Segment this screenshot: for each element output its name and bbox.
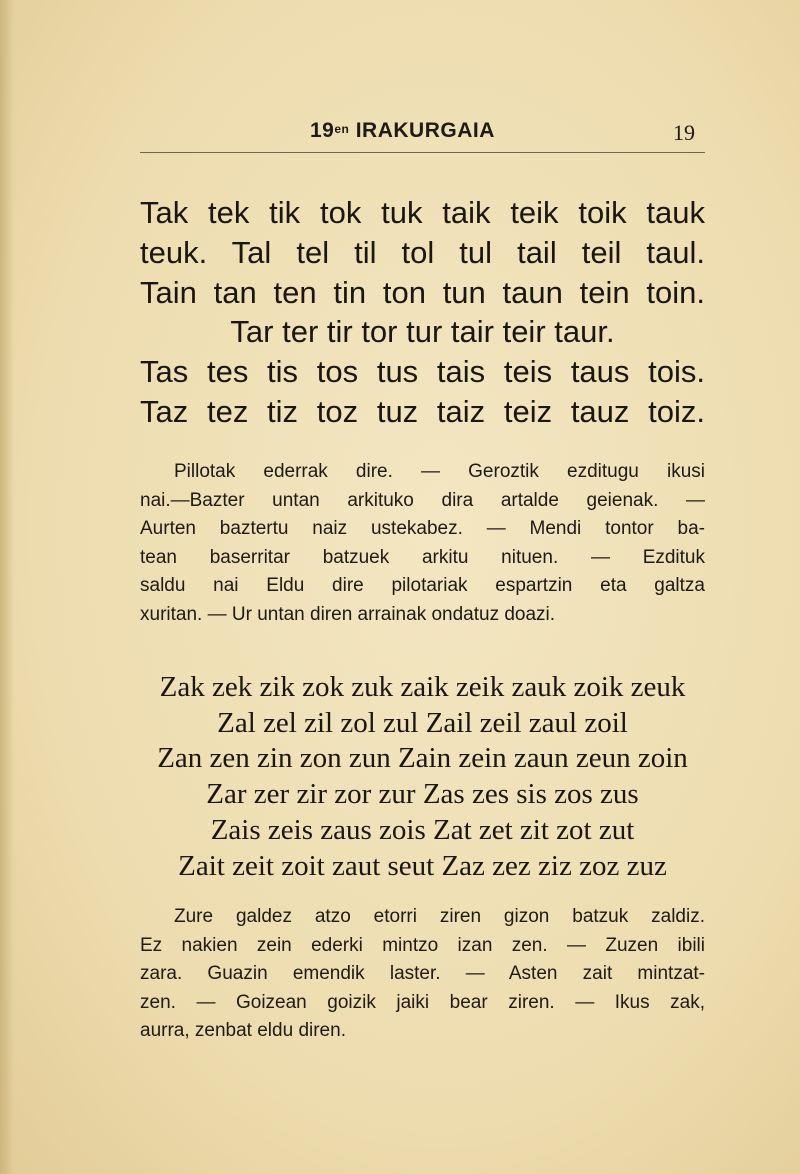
running-header xyxy=(140,118,705,153)
syllable-line: teuk. Tal tel til tol tul tail teil taul. xyxy=(140,234,705,270)
paragraph-line: xuritan. — Ur untan diren arrainak ondatuz doazi. xyxy=(140,603,556,625)
syllable-line: Zan zen zin zon zun Zain zein zaun zeun zoin xyxy=(157,742,688,775)
syllable-line: Taz tez tiz toz tuz taiz teiz tauz toiz. xyxy=(140,393,705,429)
syllable-line: Zar zer zir zor zur Zas zes sis zos zus xyxy=(206,778,639,811)
syllable-line: Tar ter tir tor tur tair teir taur. xyxy=(230,314,615,350)
page-number: 19 xyxy=(673,120,695,145)
paragraph-line: tean baserritar batzuek arkitu nituen. — Ezdituk xyxy=(140,546,705,568)
chapter-title: IRAKURGAIA xyxy=(355,119,495,142)
paragraph-line: Zure galdez atzo etorri ziren gizon batzuk zaldiz. xyxy=(174,906,705,927)
syllable-line: Tak tek tik tok tuk taik teik toik tauk xyxy=(140,195,705,230)
chapter-number: 19 xyxy=(310,119,335,142)
syllable-line: Tain tan ten tin ton tun taun tein toin. xyxy=(140,274,705,310)
syllable-section-z xyxy=(140,670,705,884)
paragraph-line: zen. — Goizean goizik jaiki bear ziren. — Ikus zak, xyxy=(140,991,705,1013)
paragraph-line: zara. Guazin emendik laster. — Asten zait mintzat- xyxy=(140,963,705,985)
paragraph-line: Pillotak ederrak dire. — Geroztik ezditugu ikusi xyxy=(174,461,705,482)
paragraph-line: nai.—Bazter untan arkituko dira artalde geienak. — xyxy=(140,489,705,511)
paragraph-line: Ez nakien zein ederki mintzo izan zen. — Zuzen ibili xyxy=(140,934,705,956)
paragraph-line: Aurten baztertu naiz ustekabez. — Mendi tontor ba- xyxy=(140,518,705,540)
syllable-section-t xyxy=(140,193,705,432)
syllable-line: Zal zel zil zol zul Zail zeil zaul zoil xyxy=(217,706,628,739)
syllable-line: Zait zeit zoit zaut seut Zaz zez ziz zoz zuz xyxy=(178,849,667,882)
reading-paragraph-2 xyxy=(140,903,705,1046)
chapter-suffix: en xyxy=(334,122,350,136)
page-edge-shadow xyxy=(0,0,14,1174)
syllable-line: Zak zek zik zok zuk zaik zeik zauk zoik zeuk xyxy=(159,671,686,703)
syllable-line: Zais zeis zaus zois Zat zet zit zot zut xyxy=(210,813,635,846)
syllable-line: Tas tes tis tos tus tais teis taus tois. xyxy=(140,354,705,390)
paragraph-line: aurra, zenbat eldu diren. xyxy=(140,1020,346,1042)
paragraph-line: saldu nai Eldu dire pilotariak espartzin eta galtza xyxy=(140,575,705,597)
reading-paragraph-1 xyxy=(140,458,705,630)
chapter-heading xyxy=(310,119,495,143)
